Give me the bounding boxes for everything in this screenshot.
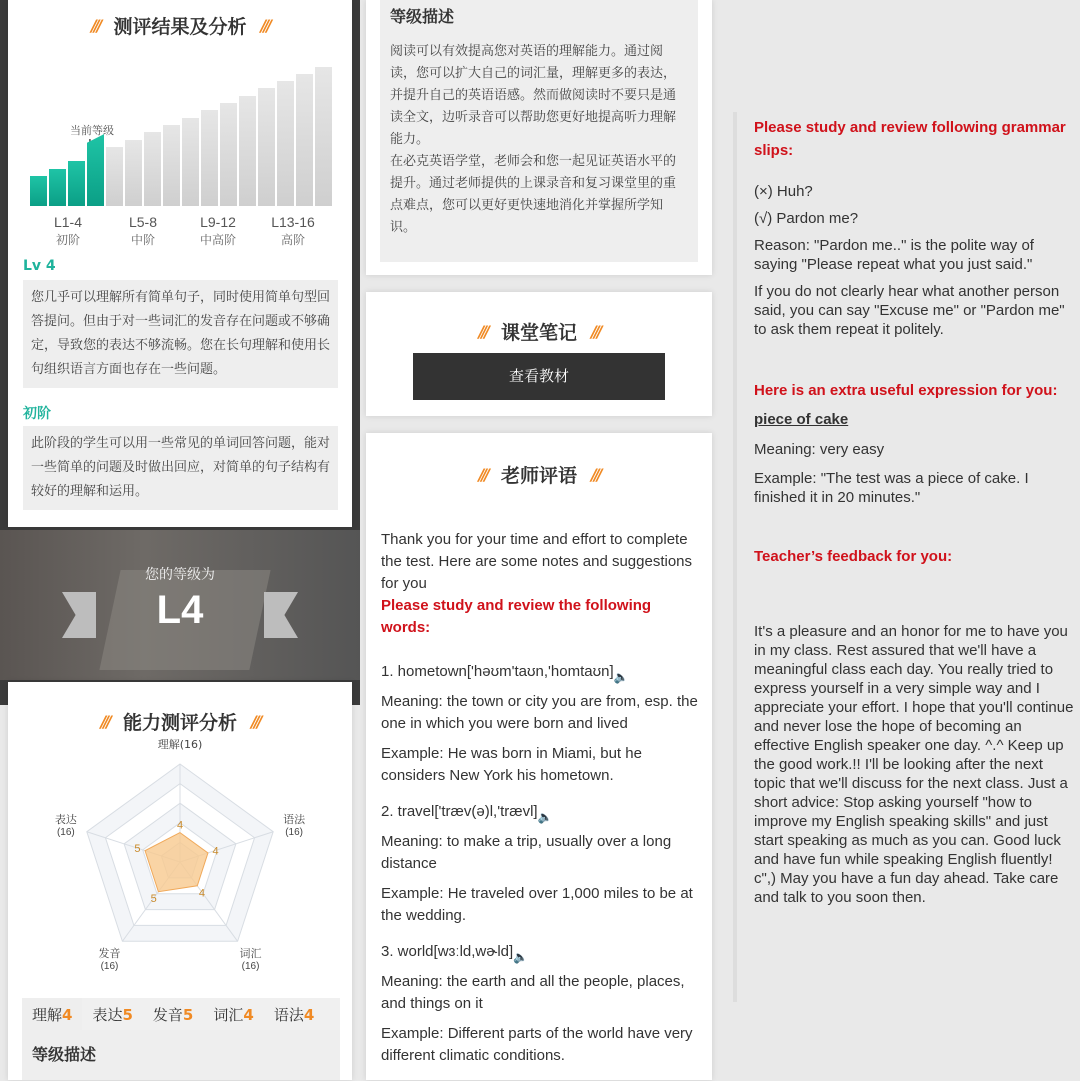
teacher-intro: Thank you for your time and effort to complete the test. Here are some notes and suggestions for you xyxy=(381,531,693,592)
radar-chart xyxy=(8,738,352,978)
word-title xyxy=(381,941,703,963)
radar-score-label: 4 xyxy=(176,819,184,832)
stage-heading: 初阶 xyxy=(23,406,51,422)
word-list xyxy=(381,661,703,1067)
expression-meaning: Meaning: very easy xyxy=(754,441,885,458)
ability-tab-name: 词汇 xyxy=(213,1006,244,1024)
level-bar xyxy=(201,110,218,206)
extra-heading: Here is an extra useful expression for you: xyxy=(754,382,1058,399)
ability-tab-name: 发音 xyxy=(152,1006,183,1024)
word-example: Example: He traveled over 1,000 miles to be at the wedding. xyxy=(381,885,693,924)
notes-title-row xyxy=(366,318,712,345)
ability-tab-score: 4 xyxy=(303,1006,315,1024)
ability-title: 能力测评分析 xyxy=(122,712,237,734)
radar-axis-max: (16) xyxy=(241,961,260,973)
ability-tab-score: 5 xyxy=(182,1006,194,1024)
level-group xyxy=(33,214,103,249)
lv-heading: Lv 4 xyxy=(23,258,56,274)
radar-score-label: 4 xyxy=(212,845,219,858)
banner-level: L4 xyxy=(156,588,204,632)
ability-tab-score: 4 xyxy=(243,1006,254,1024)
grammar-tip: If you do not clearly hear what another person said, you can say "Excuse me" or "Pardon me" to ask them repeat it politely. xyxy=(754,283,1065,338)
grammar-heading: Please study and review following grammar slips: xyxy=(754,119,1066,159)
level-bar xyxy=(296,74,313,206)
level-bar xyxy=(106,147,123,206)
ability-desc-box xyxy=(22,1030,340,1080)
ability-tab[interactable] xyxy=(22,998,82,1031)
word-example: Example: He was born in Miami, but he considers New York his hometown. xyxy=(381,745,642,784)
teacher-content xyxy=(381,529,703,1081)
radar-score-label: 5 xyxy=(150,893,157,906)
current-level-label: 当前等级 xyxy=(70,124,114,137)
feedback-text: It's a pleasure and an honor for me to have you in my class. Rest assured that we'll have a meaningful class each day. You really tried to express yourself in a very simple way and I appreciate your effort. I hope that you'll continue and never lose the hope of becoming an effective English speaker one day. ^.^ Keep up the good work.!! I'll be looking after the next topic that we'll discuss for the next class. Just a short advice: Stop asking yourself "how to improve my English speaking skills" and just start speaking as much as you can. Good luck and have fun while speaking English fluently! c",) May you have a fun day ahead. Take care and talk to you soon then. xyxy=(754,623,1074,906)
radar-axis-label: 表达 xyxy=(54,812,77,826)
level-banner xyxy=(0,530,360,680)
level-bar xyxy=(87,134,104,206)
level-group-name: 中高阶 xyxy=(199,233,236,247)
slash-deco-icon: /// xyxy=(100,712,109,731)
level-bar-chart xyxy=(30,70,330,206)
lv-description: 您几乎可以理解所有简单句子，同时使用简单句型回答提问。但由于对一些词汇的发音存在问题或不够确定，导致您的表达不够流畅。您在长句理解和使用长句组织语言方面也存在一些问题。 xyxy=(23,280,338,388)
grade-desc-para2: 在必克英语学堂，老师会和您一起见证英语水平的提升。通过老师提供的上课录音和复习课堂里的重点难点，您可以更好更快速地消化并掌握所学知识。 xyxy=(390,154,677,235)
slash-deco-icon: /// xyxy=(478,322,487,341)
stage-description: 此阶段的学生可以用一些常见的单词回答问题，能对一些简单的问题及时做出回应，对简单的句子结构有较好的理解和运用。 xyxy=(23,426,338,510)
level-bar xyxy=(144,132,161,206)
radar-axis-max: (16) xyxy=(285,826,304,838)
radar-axis-label: 语法 xyxy=(283,812,306,826)
grade-desc-box xyxy=(380,0,698,262)
words-heading: Please study and review the following words: xyxy=(381,597,652,636)
radar-axis-label: 词汇 xyxy=(239,947,262,961)
ability-tab-score: 4 xyxy=(62,1006,73,1024)
level-group-name: 初阶 xyxy=(55,233,80,247)
notes-card xyxy=(366,292,712,416)
word-text: 2. travel['træv(ə)l,'trævl] xyxy=(381,803,538,820)
level-group-range: L5-8 xyxy=(128,214,158,230)
level-group-range: L1-4 xyxy=(53,214,83,230)
radar-axis-label: 理解(16) xyxy=(157,738,203,751)
slash-deco-icon: /// xyxy=(591,322,600,341)
result-title-row xyxy=(8,12,352,39)
level-group-range: L9-12 xyxy=(200,214,236,230)
level-group xyxy=(258,214,328,249)
result-card xyxy=(8,0,352,527)
level-bar xyxy=(125,140,142,207)
radar-axis-max: (16) xyxy=(56,826,75,838)
level-group xyxy=(108,214,178,249)
level-bar xyxy=(315,67,332,207)
word-title xyxy=(381,661,703,683)
ability-tab[interactable] xyxy=(143,998,203,1031)
slash-deco-icon: /// xyxy=(90,16,100,35)
level-bar xyxy=(68,161,85,206)
grammar-right: (√) Pardon me? xyxy=(754,210,859,227)
radar-score-label: 4 xyxy=(198,887,206,900)
level-bar xyxy=(277,81,294,206)
level-bar xyxy=(49,169,66,206)
teacher-title-row xyxy=(366,461,712,488)
grammar-reason: Reason: "Pardon me.." is the polite way of saying "Please repeat what you just said." xyxy=(754,237,1034,273)
radar-axis-max: (16) xyxy=(100,961,119,973)
grade-desc-card xyxy=(366,0,712,275)
ability-tabs xyxy=(22,998,340,1030)
word-item xyxy=(381,941,703,1067)
expression: piece of cake xyxy=(754,411,849,428)
right-content xyxy=(754,116,1074,907)
ability-tab[interactable] xyxy=(264,998,324,1031)
ability-title-row xyxy=(8,708,352,735)
word-meaning: Meaning: the earth and all the people, places, and things on it xyxy=(381,973,685,1012)
ability-tab[interactable] xyxy=(82,998,142,1031)
level-bar xyxy=(30,176,47,206)
speaker-icon[interactable]: 🔈 xyxy=(613,670,629,685)
level-group-name: 中阶 xyxy=(130,233,155,247)
teacher-title: 老师评语 xyxy=(500,465,577,487)
level-group xyxy=(183,214,253,249)
ability-tab[interactable] xyxy=(203,998,263,1031)
bars-container xyxy=(30,70,330,206)
word-title xyxy=(381,801,703,823)
slash-deco-icon: /// xyxy=(260,16,270,35)
ability-tab-name: 表达 xyxy=(92,1006,123,1024)
view-material-button[interactable]: 查看教材 xyxy=(413,353,665,400)
word-item xyxy=(381,661,703,787)
expression-example: Example: "The test was a piece of cake. I finished it in 20 minutes." xyxy=(754,470,1029,506)
level-bar xyxy=(163,125,180,206)
ability-card xyxy=(8,682,352,1080)
slash-deco-icon: /// xyxy=(478,465,487,484)
level-bar xyxy=(220,103,237,206)
word-text: 1. hometown['həʊm'taʊn,'homtaʊn] xyxy=(381,663,614,680)
feedback-heading: Teacher’s feedback for you: xyxy=(754,548,953,565)
notes-title: 课堂笔记 xyxy=(500,322,577,344)
level-group-name: 高阶 xyxy=(280,233,305,247)
grade-desc-para1: 阅读可以有效提高您对英语的理解能力。通过阅读，您可以扩大自己的词汇量，理解更多的表达，并提升自己的英语语感。然而做阅读时不要只是通读全文，边听录音可以帮助您更好地提高听力理解能力。 xyxy=(390,44,677,147)
speaker-icon[interactable]: 🔈 xyxy=(513,950,529,965)
slash-deco-icon: /// xyxy=(591,465,600,484)
level-bar xyxy=(258,88,275,206)
level-group-range: L13-16 xyxy=(271,214,315,230)
ability-tab-name: 理解 xyxy=(32,1006,63,1024)
teacher-card xyxy=(366,433,712,1080)
radar-axis-label: 发音 xyxy=(98,947,121,961)
grade-desc-heading: 等级描述 xyxy=(390,7,455,26)
banner-label: 您的等级为 xyxy=(145,567,215,583)
ability-tab-score: 5 xyxy=(122,1006,133,1024)
ability-tab-name: 语法 xyxy=(273,1006,304,1024)
word-item xyxy=(381,801,703,927)
word-meaning: Meaning: to make a trip, usually over a long distance xyxy=(381,833,672,872)
radar-score-label: 5 xyxy=(134,843,141,856)
right-divider xyxy=(733,112,737,1002)
grammar-wrong: (×) Huh? xyxy=(754,183,813,200)
level-bar xyxy=(239,96,256,206)
level-bar xyxy=(182,118,199,206)
speaker-icon[interactable]: 🔈 xyxy=(537,810,553,825)
slash-deco-icon: /// xyxy=(251,712,260,731)
result-title: 测评结果及分析 xyxy=(113,16,247,38)
ability-desc-heading: 等级描述 xyxy=(32,1045,97,1064)
word-example: Example: Different parts of the world have very different climatic conditions. xyxy=(381,1025,693,1064)
word-meaning: Meaning: the town or city you are from, esp. the one in which you were born and lived xyxy=(381,693,698,732)
word-text: 3. world[wɜːld,wɚld] xyxy=(381,943,514,960)
